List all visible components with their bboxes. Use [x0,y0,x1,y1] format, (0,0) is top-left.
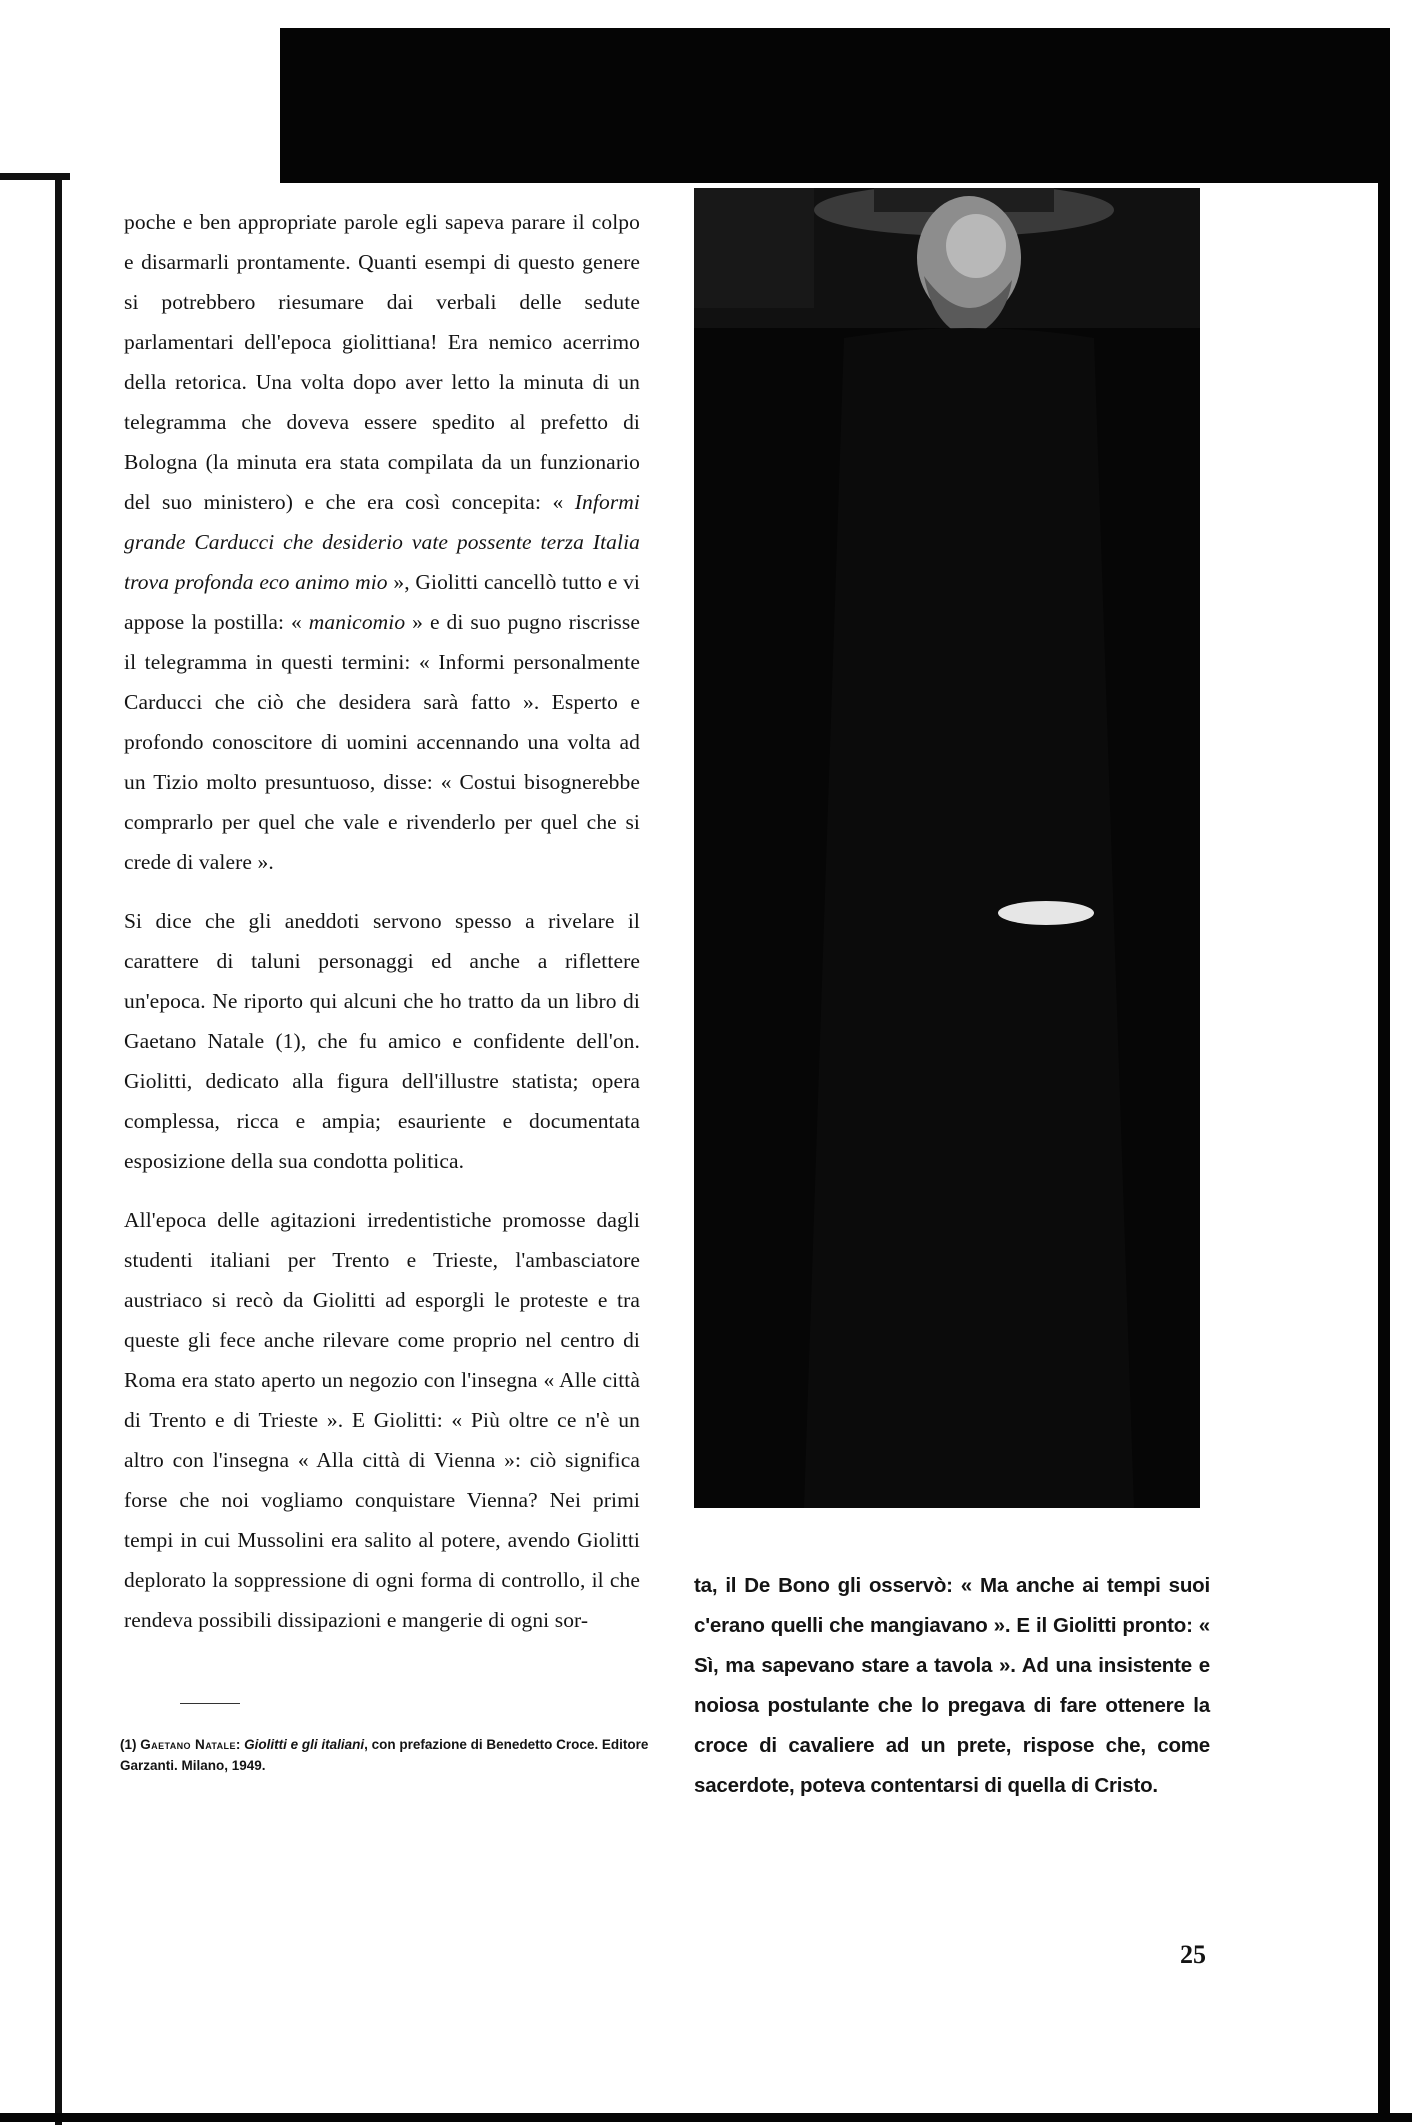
footnote: (1) Gaetano Natale: Giolitti e gli italiani, con prefazione di Benedetto Croce. Editore Garzanti. Milano, 1949. [120,1737,649,1773]
scan-border-bottom [0,2113,1412,2122]
paragraph-2: Si dice che gli aneddoti servono spesso a rivelare il carattere di taluni personaggi ed anche a riflettere un'epoca. Ne riporto qui alcuni che ho tratto da un libro di Gaetano Natale (1), che fu amico e confidente dell'on. Giolitti, dedicato alla figura dell'illustre statista; opera complessa, ricca e ampia; esauriente e documentata esposizione della sua condotta politica. [124,909,640,1173]
telegram-quote-italic: Informi grande Carducci che desiderio vate possente terza Italia trova profonda eco animo mio [124,490,640,594]
right-text-column [694,1566,1210,1806]
scan-border-top [280,28,1380,183]
postilla-italic: manicomio [308,610,406,634]
paragraph-1-text-a: poche e ben appropriate parole egli sapeva parare il colpo e disarmarli prontamente. Quanti esempi di questo genere si potrebbero riesumare dai verbali delle sedute parlamentari dell'epoca giolittiana! Era nemico acerrimo della retorica. Una volta dopo aver letto la minuta di un telegramma che doveva essere spedito al prefetto di Bologna (la minuta era stata compilata da un funzionario del suo ministero) e che era così concepita: « [124,210,640,514]
giolitti-photograph [694,188,1200,1508]
right-continuation: ta, il De Bono gli osservò: « Ma anche ai tempi suoi c'erano quelli che mangiavano ». E il Giolitti pronto: « Sì, ma sapevano stare a tavola ». Ad una insistente e noiosa postulante che lo pregava di fare ottenere la croce di cavaliere ad un prete, rispose che, come sacerdote, poteva contentarsi di quella di Cristo. [694,1574,1210,1797]
paragraph-1 [124,202,640,882]
page-number: 25 [1180,1940,1206,1969]
footnote-rule [180,1703,240,1704]
paragraph-1-text-c: » e di suo pugno riscrisse il telegramma in questi termini: « Informi personalmente Carducci che ciò che desidera sarà fatto ». Esperto e profondo conoscitore di uomini accennando una volta ad un Tizio molto presuntuoso, disse: « Costui bisognerebbe comprarlo per quel che vale e rivenderlo per quel che si crede di valere ». [124,610,640,874]
footnote-publication: , con prefazione di Benedetto Croce. Editore Garzanti. Milano, 1949. [120,1737,649,1773]
paragraph-1-text-b: », Giolitti cancellò tutto e vi appose la postilla: « [124,570,640,634]
footnote-book-title: Giolitti e gli italiani [244,1737,365,1752]
scan-corner-mark [0,173,70,180]
scan-border-left [55,175,62,2125]
footnote-author: Gaetano Natale [140,1737,236,1752]
footnote-marker: (1) [120,1737,137,1752]
scan-border-right [1378,28,1390,2120]
main-text-column [124,202,640,1659]
paragraph-3: All'epoca delle agitazioni irredentistiche promosse dagli studenti italiani per Trento e Trieste, l'ambasciatore austriaco si recò da Giolitti ad esporgli le proteste e tra queste gli fece anche rilevare come proprio nel centro di Roma era stato aperto un negozio con l'insegna « Alle città di Trento e di Trieste ». E Giolitti: « Più oltre ce n'è un altro con l'insegna « Alla città di Vienna »: ciò significa forse che noi vogliamo conquistare Vienna? Nei primi tempi in cui Mussolini era salito al potere, avendo Giolitti deplorato la soppressione di ogni forma di controllo, il che rendeva possibili dissipazioni e mangerie di ogni sor- [124,1208,640,1632]
